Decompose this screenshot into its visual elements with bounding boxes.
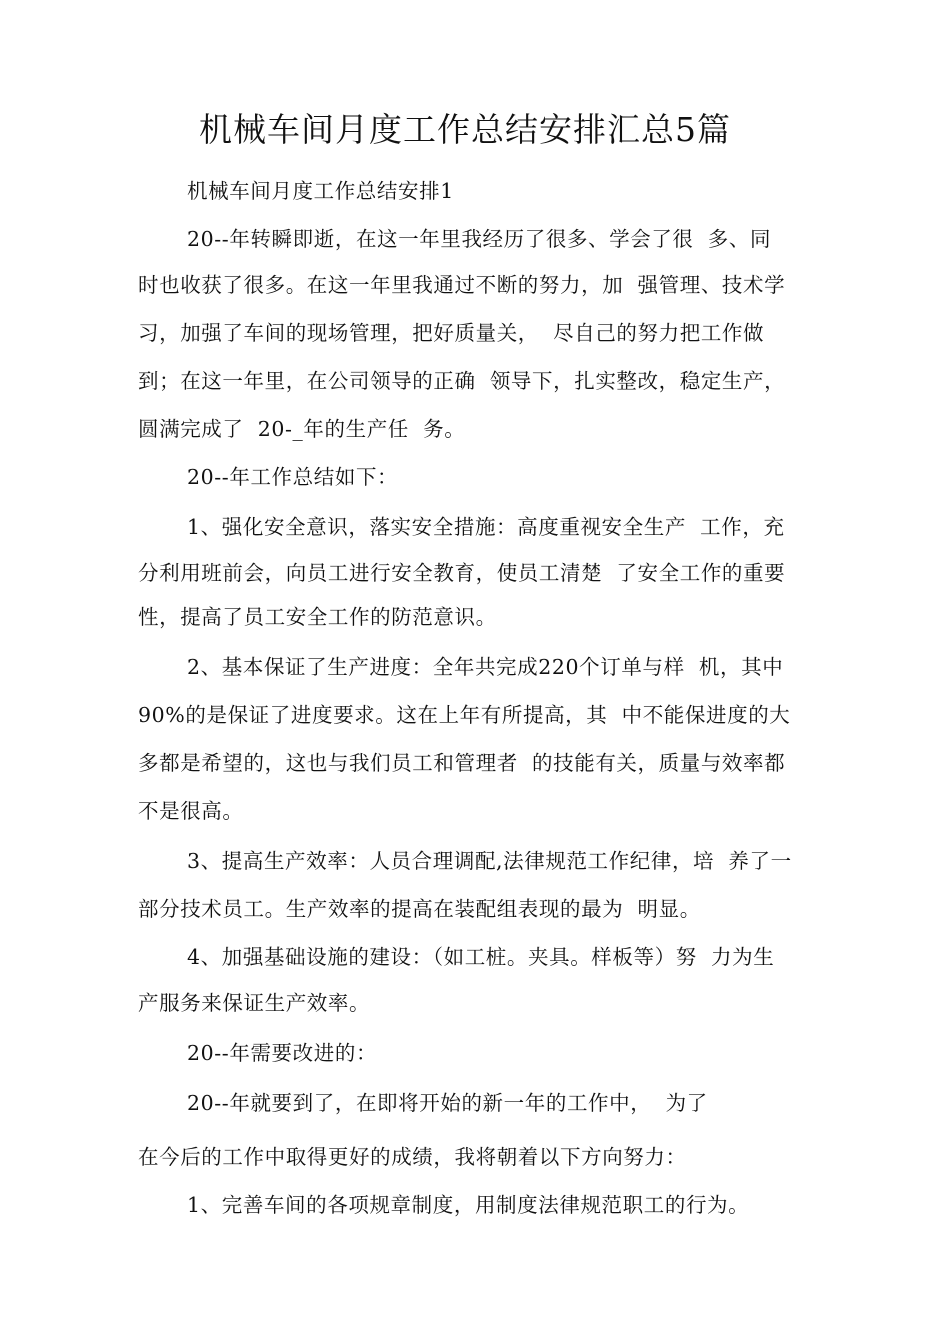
paragraph-line: 3、提高生产效率：人员合理调配,法律规范工作纪律，培 养了一 [187, 849, 792, 873]
paragraph-line: 1、完善车间的各项规章制度，用制度法律规范职工的行为。 [187, 1193, 750, 1217]
paragraph-line: 90%的是保证了进度要求。这在上年有所提高，其 中不能保进度的大 [138, 703, 791, 727]
paragraph-line: 圆满完成了 20-_年的生产任 务。 [138, 417, 466, 441]
paragraph-line: 20--年就要到了，在即将开始的新一年的工作中， 为了 [187, 1091, 708, 1115]
paragraph-line: 性，提高了员工安全工作的防范意识。 [138, 605, 497, 629]
paragraph-line: 多都是希望的，这也与我们员工和管理者 的技能有关，质量与效率都 [138, 751, 786, 775]
paragraph-line: 部分技术员工。生产效率的提高在装配组表现的最为 明显。 [138, 897, 701, 921]
paragraph-line: 习，加强了车间的现场管理，把好质量关， 尽自己的努力把工作做 [138, 321, 765, 345]
paragraph-line: 在今后的工作中取得更好的成绩，我将朝着以下方向努力： [138, 1145, 687, 1169]
document-title: 机械车间月度工作总结安排汇总5篇 [199, 110, 731, 149]
paragraph-line: 20--年需要改进的： [187, 1041, 378, 1065]
paragraph-line: 20--年转瞬即逝，在这一年里我经历了很多、学会了很 多、同 [187, 227, 772, 251]
paragraph-line: 2、基本保证了生产进度：全年共完成220个订单与样 机，其中 [187, 655, 784, 679]
section-subtitle: 机械车间月度工作总结安排1 [187, 179, 454, 203]
paragraph-line: 不是很高。 [138, 799, 244, 823]
paragraph-line: 分利用班前会，向员工进行安全教育，使员工清楚 了安全工作的重要 [138, 561, 786, 585]
paragraph-line: 1、强化安全意识，落实安全措施：高度重视安全生产 工作，充 [187, 515, 785, 539]
paragraph-line: 产服务来保证生产效率。 [138, 991, 371, 1015]
paragraph-line: 20--年工作总结如下： [187, 465, 399, 489]
paragraph-line: 到；在这一年里，在公司领导的正确 领导下，扎实整改，稳定生产， [138, 369, 786, 393]
paragraph-line: 4、加强基础设施的建设：（如工桩。夹具。样板等）努 力为生 [187, 945, 775, 969]
paragraph-line: 时也收获了很多。在这一年里我通过不断的努力，加 强管理、技术学 [138, 273, 786, 297]
